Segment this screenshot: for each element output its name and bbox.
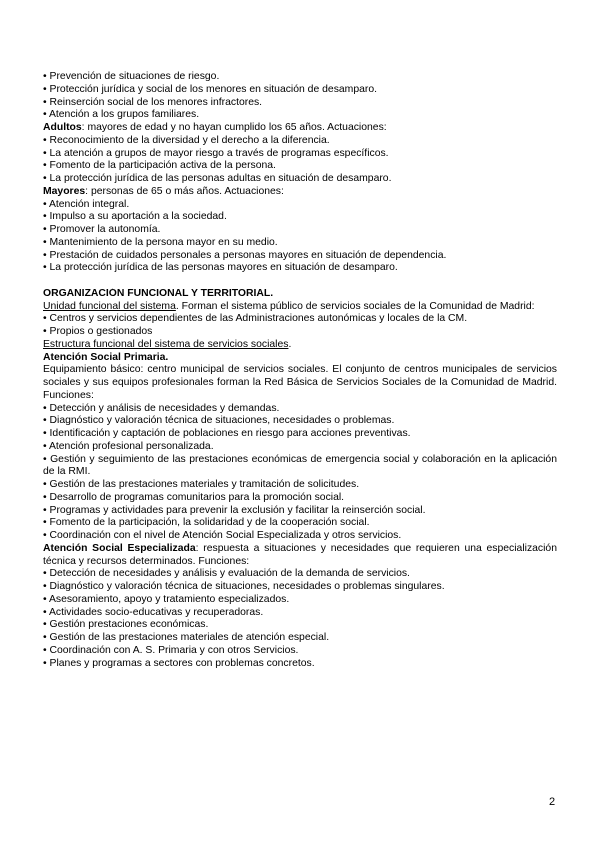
list-item: • Fomento de la participación, la solidaridad y de la cooperación social. <box>43 517 370 529</box>
list-item: • Centros y servicios dependientes de las Administraciones autonómicas y locales de la CM. <box>43 313 468 325</box>
primaria-list <box>43 403 557 543</box>
mayores-list <box>43 199 557 276</box>
list-item: • Asesoramiento, apoyo y tratamiento especializados. <box>43 593 290 605</box>
unidad-paragraph <box>43 301 557 314</box>
mayores-label: Mayores <box>43 185 86 197</box>
list-item: • Atención profesional personalizada. <box>43 440 214 452</box>
estructura-paragraph <box>43 339 557 352</box>
list-item: • Fomento de la participación activa de la persona. <box>43 160 276 172</box>
list-item: • Mantenimiento de la persona mayor en su medio. <box>43 236 278 248</box>
list-item: • La atención a grupos de mayor riesgo a través de programas específicos. <box>43 147 389 159</box>
adultos-list <box>43 135 557 186</box>
list-item: • Reinserción social de los menores infractores. <box>43 96 263 108</box>
primaria-heading <box>43 352 557 365</box>
menores-list <box>43 71 557 122</box>
list-item: • Desarrollo de programas comunitarios para la promoción social. <box>43 491 345 503</box>
list-item: • Prevención de situaciones de riesgo. <box>43 71 220 82</box>
primaria-intro: Equipamiento básico: centro municipal de servicios sociales. El conjunto de centros municipales de servicios sociales y sus equipos profesionales forman la Red Básica de Servicios Sociales de la Comunidad de Madrid. Funciones: <box>43 364 557 401</box>
list-item: • Actividades socio-educativas y recuperadoras. <box>43 606 264 618</box>
estructura-label: Estructura funcional del sistema de servicios sociales <box>43 338 289 350</box>
list-item: • Atención integral. <box>43 198 130 210</box>
list-item: • Coordinación con A. S. Primaria y con otros Servicios. <box>43 644 299 656</box>
list-item: • Impulso a su aportación a la sociedad. <box>43 211 227 223</box>
section-spacer <box>43 275 557 288</box>
list-item: • Atención a los grupos familiares. <box>43 109 200 121</box>
list-item: • La protección jurídica de las personas adultas en situación de desamparo. <box>43 173 392 184</box>
list-item: • Planes y programas a sectores con problemas concretos. <box>43 657 315 669</box>
list-item: • Protección jurídica y social de los menores en situación de desamparo. <box>43 83 378 95</box>
list-item: • Detección y análisis de necesidades y demandas. <box>43 402 280 414</box>
mayores-text: : personas de 65 o más años. Actuaciones: <box>85 185 284 197</box>
list-item: • Gestión prestaciones económicas. <box>43 619 209 631</box>
list-item: • Propios o gestionados <box>43 326 153 337</box>
especializada-paragraph <box>43 543 557 569</box>
page-number: 2 <box>549 796 556 808</box>
unidad-text: . Forman el sistema público de servicios sociales de la Comunidad de Madrid: <box>175 300 535 312</box>
list-item: • Prestación de cuidados personales a personas mayores en situación de dependencia. <box>43 249 447 261</box>
adultos-paragraph <box>43 122 557 135</box>
organizacion-heading: ORGANIZACIÓN FUNCIONAL Y TERRITORIAL. <box>43 287 274 299</box>
list-item: • Gestión de las prestaciones materiales de atención especial. <box>43 632 330 643</box>
unidad-label: Unidad funcional del sistema <box>43 300 176 312</box>
adultos-text: : mayores de edad y no hayan cumplido los 65 años. Actuaciones: <box>81 122 387 133</box>
list-item: • Promover la autonomía. <box>43 224 161 235</box>
mayores-paragraph <box>43 186 557 199</box>
list-item: • Identificación y captación de poblaciones en riesgo para acciones preventivas. <box>43 428 411 439</box>
list-item: • Reconocimiento de la diversidad y el derecho a la diferencia. <box>43 134 330 146</box>
list-item: • La protección jurídica de las personas mayores en situación de desamparo. <box>43 262 398 274</box>
list-item: • Diagnóstico y valoración técnica de situaciones, necesidades o problemas. <box>43 415 395 427</box>
list-item: • Detección de necesidades y análisis y evaluación de la demanda de servicios. <box>43 568 410 580</box>
especializada-list <box>43 568 557 670</box>
adultos-label: Adultos <box>43 122 82 133</box>
unidad-list <box>43 313 557 339</box>
document-body <box>43 71 557 670</box>
list-item: • Gestión de las prestaciones materiales y tramitación de solicitudes. <box>43 479 360 490</box>
primaria-heading-text: Atención Social Primaria. <box>43 351 169 363</box>
list-item: • Gestión y seguimiento de las prestaciones económicas de emergencia social y colaboración en la aplicación de la RMI. <box>43 453 557 478</box>
especializada-intro: : respuesta a situaciones y necesidades que requieren una especialización técnica y recursos determinados. Funciones: <box>43 542 557 567</box>
especializada-label: Atención Social Especializada <box>43 542 196 554</box>
estructura-dot: . <box>288 338 292 350</box>
section-heading <box>43 288 557 301</box>
list-item: • Programas y actividades para prevenir la exclusión y facilitar la reinserción social. <box>43 504 426 516</box>
list-item: • Coordinación con el nivel de Atención Social Especializada y otros servicios. <box>43 530 402 541</box>
list-item: • Diagnóstico y valoración técnica de situaciones, necesidades o problemas singulares. <box>43 581 445 592</box>
